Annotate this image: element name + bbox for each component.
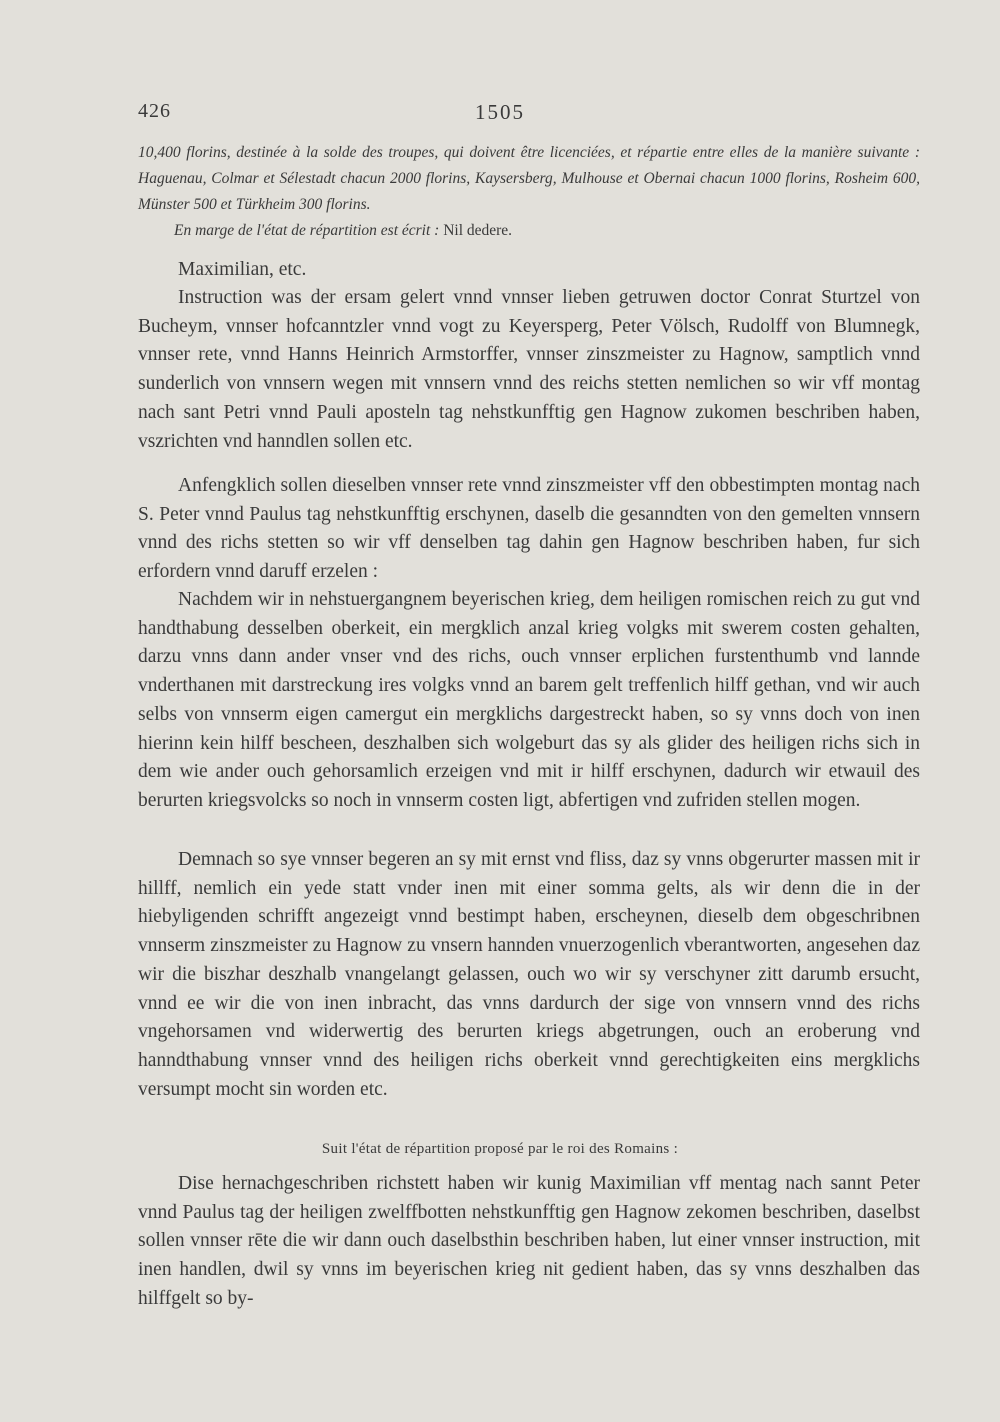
main-text — [138, 284, 920, 456]
editorial-note-text: 10,400 florins, destinée à la solde des troupes, qui doivent être licenciées, et répartie entre elles de la manière suivante : Haguenau, Colmar et Sélestadt chacun 2000 florins, Kaysersberg, Mulhouse et Obernai chacun 1000 florins, Rosheim 600, Münster 500 et Türkheim 300 florins. — [138, 144, 920, 213]
salutation: Maximilian, etc. — [178, 259, 307, 280]
editorial-note — [138, 140, 920, 244]
main-text-3 — [138, 586, 920, 816]
margin-note — [138, 218, 920, 244]
main-text-5 — [138, 1170, 920, 1314]
section-note: Suit l'état de répartition proposé par le roi des Romains : — [321, 1141, 679, 1157]
margin-note-label: En marge de l'état de répartition est écrit : — [174, 222, 440, 239]
paragraph-anfengklich: Anfengklich sollen dieselben vnnser rete vnnd zinszmeister vff den obbestimpten montag nach S. Peter vnnd Paulus tag nehstkunfftig erschynen, daselb die gesanndten von den gemelten vnnsern vnnd des richs stetten so wir vff denselben tag dahin gen Hagnow beschriben haben, fur sich erfordern vnnd daruff erzelen : — [138, 475, 920, 583]
paragraph-demnach: Demnach so sye vnnser begeren an sy mit ernst vnd fliss, daz sy vnns obgerurter massen mit ir hillff, nemlich ein yede statt vnder inen mit einer somma gelts, als wir denn die in der hiebyligenden schrifft angezeigt vnnd bestimpt haben, erscheynen, dieselb dem obgeschribnen vnnserm zinszmeister zu Hagnow zu vnsern hannden vnuerzogenlich vberantworten, angesehen daz wir die biszhar deszhalb vnangelangt gelassen, ouch wo wir sy verschyner zitt darumb ersucht, vnnd ee wir die von inen inbracht, das vnns dardurch der sige von vnnsern vnnd des richs vngehorsamen vnd widerwertig des berurten kriegs abgetrungen, ouch an eroberung vnd hanndthabung vnnser vnnd des heiligen richs oberkeit vnnd gerechtigkeiten eins mergklichs versumpt mocht sin worden etc. — [138, 849, 920, 1100]
paragraph-nachdem: Nachdem wir in nehstuergangnem beyerischen krieg, dem heiligen romischen reich zu gut vnd handthabung desselben oberkeit, ein mergklich anzal krieg volgks mit swerem costen gehalten, darzu vnns dann ander vnser vnd des richs, ouch vnnser erplichen furstenthumb vnd lannde vnderthanen mit darstreckung ires volgks vnnd an barem gelt treffenlich hilff gethan, vnd wir auch selbs von vnnserm eigen camergut ein mergklichs dargestreckt haben, so sy vnns doch von inen hierinn kein hilff bescheen, deszhalben sich wolgeburt das sy als glider des heiligen richs sich in dem wie ander ouch gehorsamlich erzeigen vnd mit ir hilff erschynen, dadurch wir etwauil des berurten kriegsvolcks so noch in vnnserm costen ligt, abfertigen vnd zufriden stellen mogen. — [138, 589, 920, 811]
running-title-year: 1505 — [475, 100, 525, 124]
main-text-2 — [138, 472, 920, 587]
main-text-4 — [138, 846, 920, 1104]
page-header — [0, 100, 1000, 130]
page-number: 426 — [138, 100, 171, 122]
margin-note-text: Nil dedere. — [443, 222, 513, 239]
paragraph-instruction: Instruction was der ersam gelert vnnd vnnser lieben getruwen doctor Conrat Sturtzel von Bucheym, vnnser hofcanntzler vnnd vogt zu Keyersperg, Peter Völsch, Rudolff von Blumnegk, vnnser rete, vnnd Hanns Heinrich Armstorffer, vnnser zinszmeister zu Hagnow, samptlich vnnd sunderlich von vnnsern wegen mit vnnsern vnnd des reichs stetten nemlichen so wir vff montag nach sant Petri vnnd Pauli aposteln tag nehstkunfftig gen Hagnow zukomen beschriben haben, vszrichten vnd hanndlen sollen etc. — [138, 287, 920, 452]
paragraph-dise: Dise hernachgeschriben richstett haben wir kunig Maximilian vff mentag nach sannt Peter vnnd Paulus tag der heiligen zwelffbotten nehstkunfftig gen Hagnow zekomen beschriben, daselbst sollen vnnser rēte die wir dann ouch daselbsthin beschriben haben, lut einer vnnser instruction, mit inen handlen, dwil sy vnns im beyerischen krieg nit gedient haben, das sy vnns deszhalben das hilffgelt so by- — [138, 1173, 920, 1309]
